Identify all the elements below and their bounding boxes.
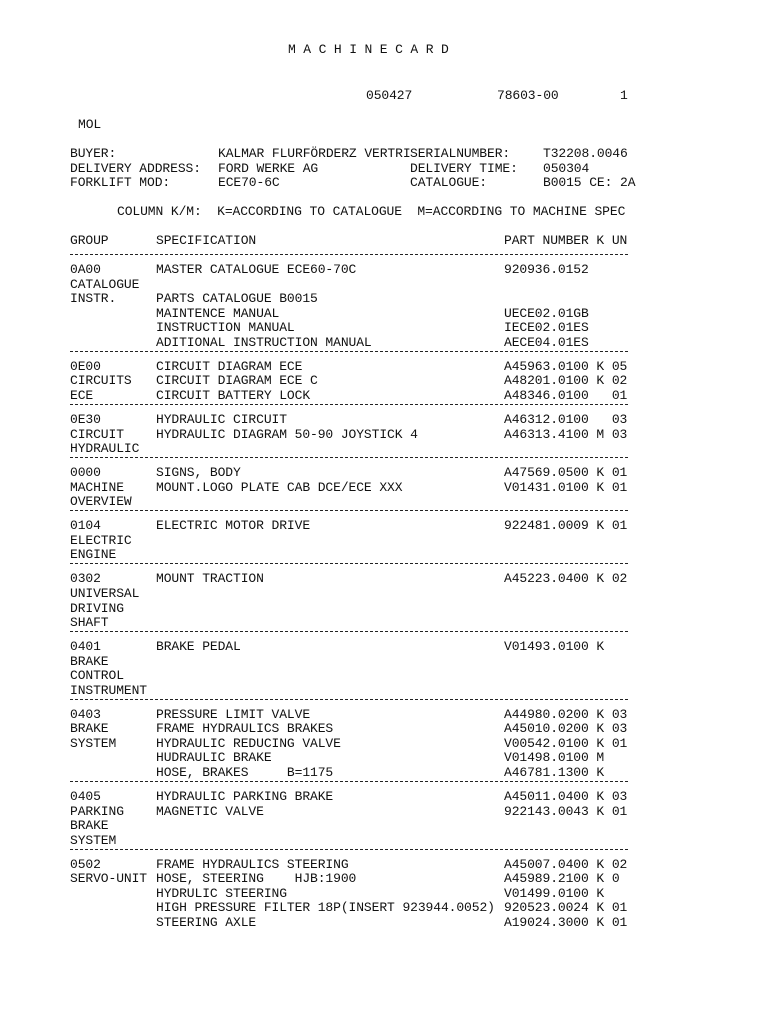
part-number-cell: A45007.0400 K 02 <box>504 856 628 872</box>
group-name: DRIVING <box>70 600 124 616</box>
buyer-value: KALMAR FLURFÖRDERZ VERTRI <box>218 146 411 161</box>
delivery-address-label: DELIVERY ADDRESS: <box>70 161 201 176</box>
section-divider <box>70 849 628 850</box>
section-divider <box>70 781 628 782</box>
group-name: SHAFT <box>70 615 109 631</box>
specification-cell: MAGNETIC VALVE <box>156 803 264 819</box>
section-divider <box>70 510 628 511</box>
part-number-cell: A45989.2100 K 0 <box>504 871 620 887</box>
specification-cell: MAINTENCE MANUAL <box>156 305 280 321</box>
group-code: 0502 <box>70 856 101 872</box>
part-number-cell: 920523.0024 K 01 <box>504 900 628 916</box>
group-name: CIRCUIT <box>70 426 124 442</box>
specification-cell: CIRCUIT BATTERY LOCK <box>156 387 311 403</box>
specification-cell: MASTER CATALOGUE ECE60-70C <box>156 262 357 277</box>
section-divider <box>70 404 628 405</box>
delivery-time-value: 050304 <box>543 161 590 176</box>
group-name: UNIVERSAL <box>70 585 140 601</box>
part-number-cell: A47569.0500 K 01 <box>504 465 628 481</box>
specification-cell: HYDRAULIC REDUCING VALVE <box>156 735 341 751</box>
part-number-cell: A19024.3000 K 01 <box>504 914 628 930</box>
group-name: INSTR. <box>70 291 117 307</box>
company-code: MOL <box>78 117 102 132</box>
specification-cell: INSTRUCTION MANUAL <box>156 320 295 336</box>
section-divider <box>70 254 628 255</box>
group-code: 0A00 <box>70 262 101 277</box>
group-name: OVERVIEW <box>70 494 132 510</box>
part-number-cell: 922143.0043 K 01 <box>504 803 628 819</box>
forklift-mod-value: ECE70-6C <box>218 175 280 190</box>
part-number-cell: V01498.0100 M <box>504 750 605 766</box>
forklift-mod-label: FORKLIFT MOD: <box>70 175 171 190</box>
group-name: HYDRAULIC <box>70 441 140 457</box>
part-number-cell: A45963.0100 K 05 <box>504 358 628 374</box>
header-part-number: PART NUMBER K UN <box>504 233 628 248</box>
document-title: MACHINECARD <box>288 42 457 57</box>
group-name: BRAKE <box>70 653 109 669</box>
section-divider <box>70 631 628 632</box>
catalogue-value: B0015 CE: 2A <box>543 175 636 190</box>
group-name: CIRCUITS <box>70 373 132 389</box>
specification-cell: HYDRAULIC DIAGRAM 50-90 JOYSTICK 4 <box>156 426 418 442</box>
group-code: 0302 <box>70 571 101 587</box>
group-code: 0104 <box>70 518 101 534</box>
group-code: 0405 <box>70 789 101 805</box>
group-code: 0E00 <box>70 358 101 374</box>
group-code: 0401 <box>70 639 101 655</box>
delivery-address-value: FORD WERKE AG <box>218 161 319 176</box>
specification-cell: CIRCUIT DIAGRAM ECE C <box>156 373 318 389</box>
group-name: INSTRUMENT <box>70 682 148 698</box>
group-name: SYSTEM <box>70 735 117 751</box>
specification-cell: BRAKE PEDAL <box>156 639 241 655</box>
section-divider <box>70 351 628 352</box>
part-number-cell: V01499.0100 K <box>504 885 605 901</box>
part-number-cell: V00542.0100 K 01 <box>504 735 628 751</box>
specification-cell: STEERING AXLE <box>156 914 257 930</box>
specification-cell: SIGNS, BODY <box>156 465 241 481</box>
specification-cell: HYDRAULIC CIRCUIT <box>156 411 287 427</box>
group-name: PARKING <box>70 803 124 819</box>
section-divider <box>70 563 628 564</box>
part-number-cell: A48346.0100 01 <box>504 387 628 403</box>
catalogue-label: CATALOGUE: <box>410 175 488 190</box>
part-number-cell: A46313.4100 M 03 <box>504 426 628 442</box>
specification-cell: ADITIONAL INSTRUCTION MANUAL <box>156 334 372 350</box>
group-code: 0403 <box>70 706 101 722</box>
specification-cell: PRESSURE LIMIT VALVE <box>156 706 311 722</box>
section-divider <box>70 699 628 700</box>
header-specification: SPECIFICATION <box>156 233 257 248</box>
part-number-cell: 922481.0009 K 01 <box>504 518 628 534</box>
specification-cell: MOUNT TRACTION <box>156 571 264 587</box>
delivery-time-label: DELIVERY TIME: <box>410 161 518 176</box>
specification-cell: FRAME HYDRAULICS STEERING <box>156 856 349 872</box>
group-name: ECE <box>70 387 94 403</box>
specification-cell: HOSE, BRAKES B=1175 <box>156 765 334 780</box>
part-number-cell: A46781.1300 K <box>504 765 605 780</box>
part-number-cell: V01431.0100 K 01 <box>504 479 628 495</box>
group-name: ENGINE <box>70 547 117 563</box>
card-number: 78603-00 <box>497 88 559 103</box>
specification-cell: HYDRAULIC PARKING BRAKE <box>156 789 334 805</box>
specification-cell: MOUNT.LOGO PLATE CAB DCE/ECE XXX <box>156 479 403 495</box>
specification-cell: CIRCUIT DIAGRAM ECE <box>156 358 303 374</box>
part-number-cell: 920936.0152 <box>504 262 589 277</box>
group-code: 0000 <box>70 465 101 481</box>
column-note: COLUMN K/M: K=ACCORDING TO CATALOGUE M=ACCORDING TO MACHINE SPEC <box>117 204 626 219</box>
group-name: BRAKE <box>70 818 109 834</box>
part-number-cell: A48201.0100 K 02 <box>504 373 628 389</box>
part-number-cell: AECE04.01ES <box>504 334 589 350</box>
specification-cell: HUDRAULIC BRAKE <box>156 750 272 766</box>
group-name: BRAKE <box>70 721 109 737</box>
part-number-cell: A46312.0100 03 <box>504 411 628 427</box>
group-name: ELECTRIC <box>70 532 132 548</box>
part-number-cell: V01493.0100 K <box>504 639 605 655</box>
part-number-cell: A45223.0400 K 02 <box>504 571 628 587</box>
specification-cell: HIGH PRESSURE FILTER 18P(INSERT 923944.0052) <box>156 900 495 916</box>
group-name: SYSTEM <box>70 832 117 848</box>
group-code: 0E30 <box>70 411 101 427</box>
group-name: CONTROL <box>70 668 124 684</box>
part-number-cell: UECE02.01GB <box>504 305 589 321</box>
card-date: 050427 <box>366 88 413 103</box>
specification-cell: FRAME HYDRAULICS BRAKES <box>156 721 334 737</box>
part-number-cell: A44980.0200 K 03 <box>504 706 628 722</box>
section-divider <box>70 457 628 458</box>
specification-cell: HYDRULIC STEERING <box>156 885 287 901</box>
page-number: 1 <box>620 88 628 103</box>
part-number-cell: A45011.0400 K 03 <box>504 789 628 805</box>
part-number-cell: A45010.0200 K 03 <box>504 721 628 737</box>
specification-cell: PARTS CATALOGUE B0015 <box>156 291 318 307</box>
part-number-cell: IECE02.01ES <box>504 320 589 336</box>
header-group: GROUP <box>70 233 109 248</box>
buyer-label: BUYER: <box>70 146 117 161</box>
specification-cell: ELECTRIC MOTOR DRIVE <box>156 518 311 534</box>
serial-value: T32208.0046 <box>543 146 628 161</box>
group-name: SERVO-UNIT <box>70 871 148 887</box>
group-name: CATALOGUE <box>70 276 140 292</box>
group-name: MACHINE <box>70 479 124 495</box>
specification-cell: HOSE, STEERING HJB:1900 <box>156 871 357 887</box>
serial-label: SERIALNUMBER: <box>410 146 511 161</box>
